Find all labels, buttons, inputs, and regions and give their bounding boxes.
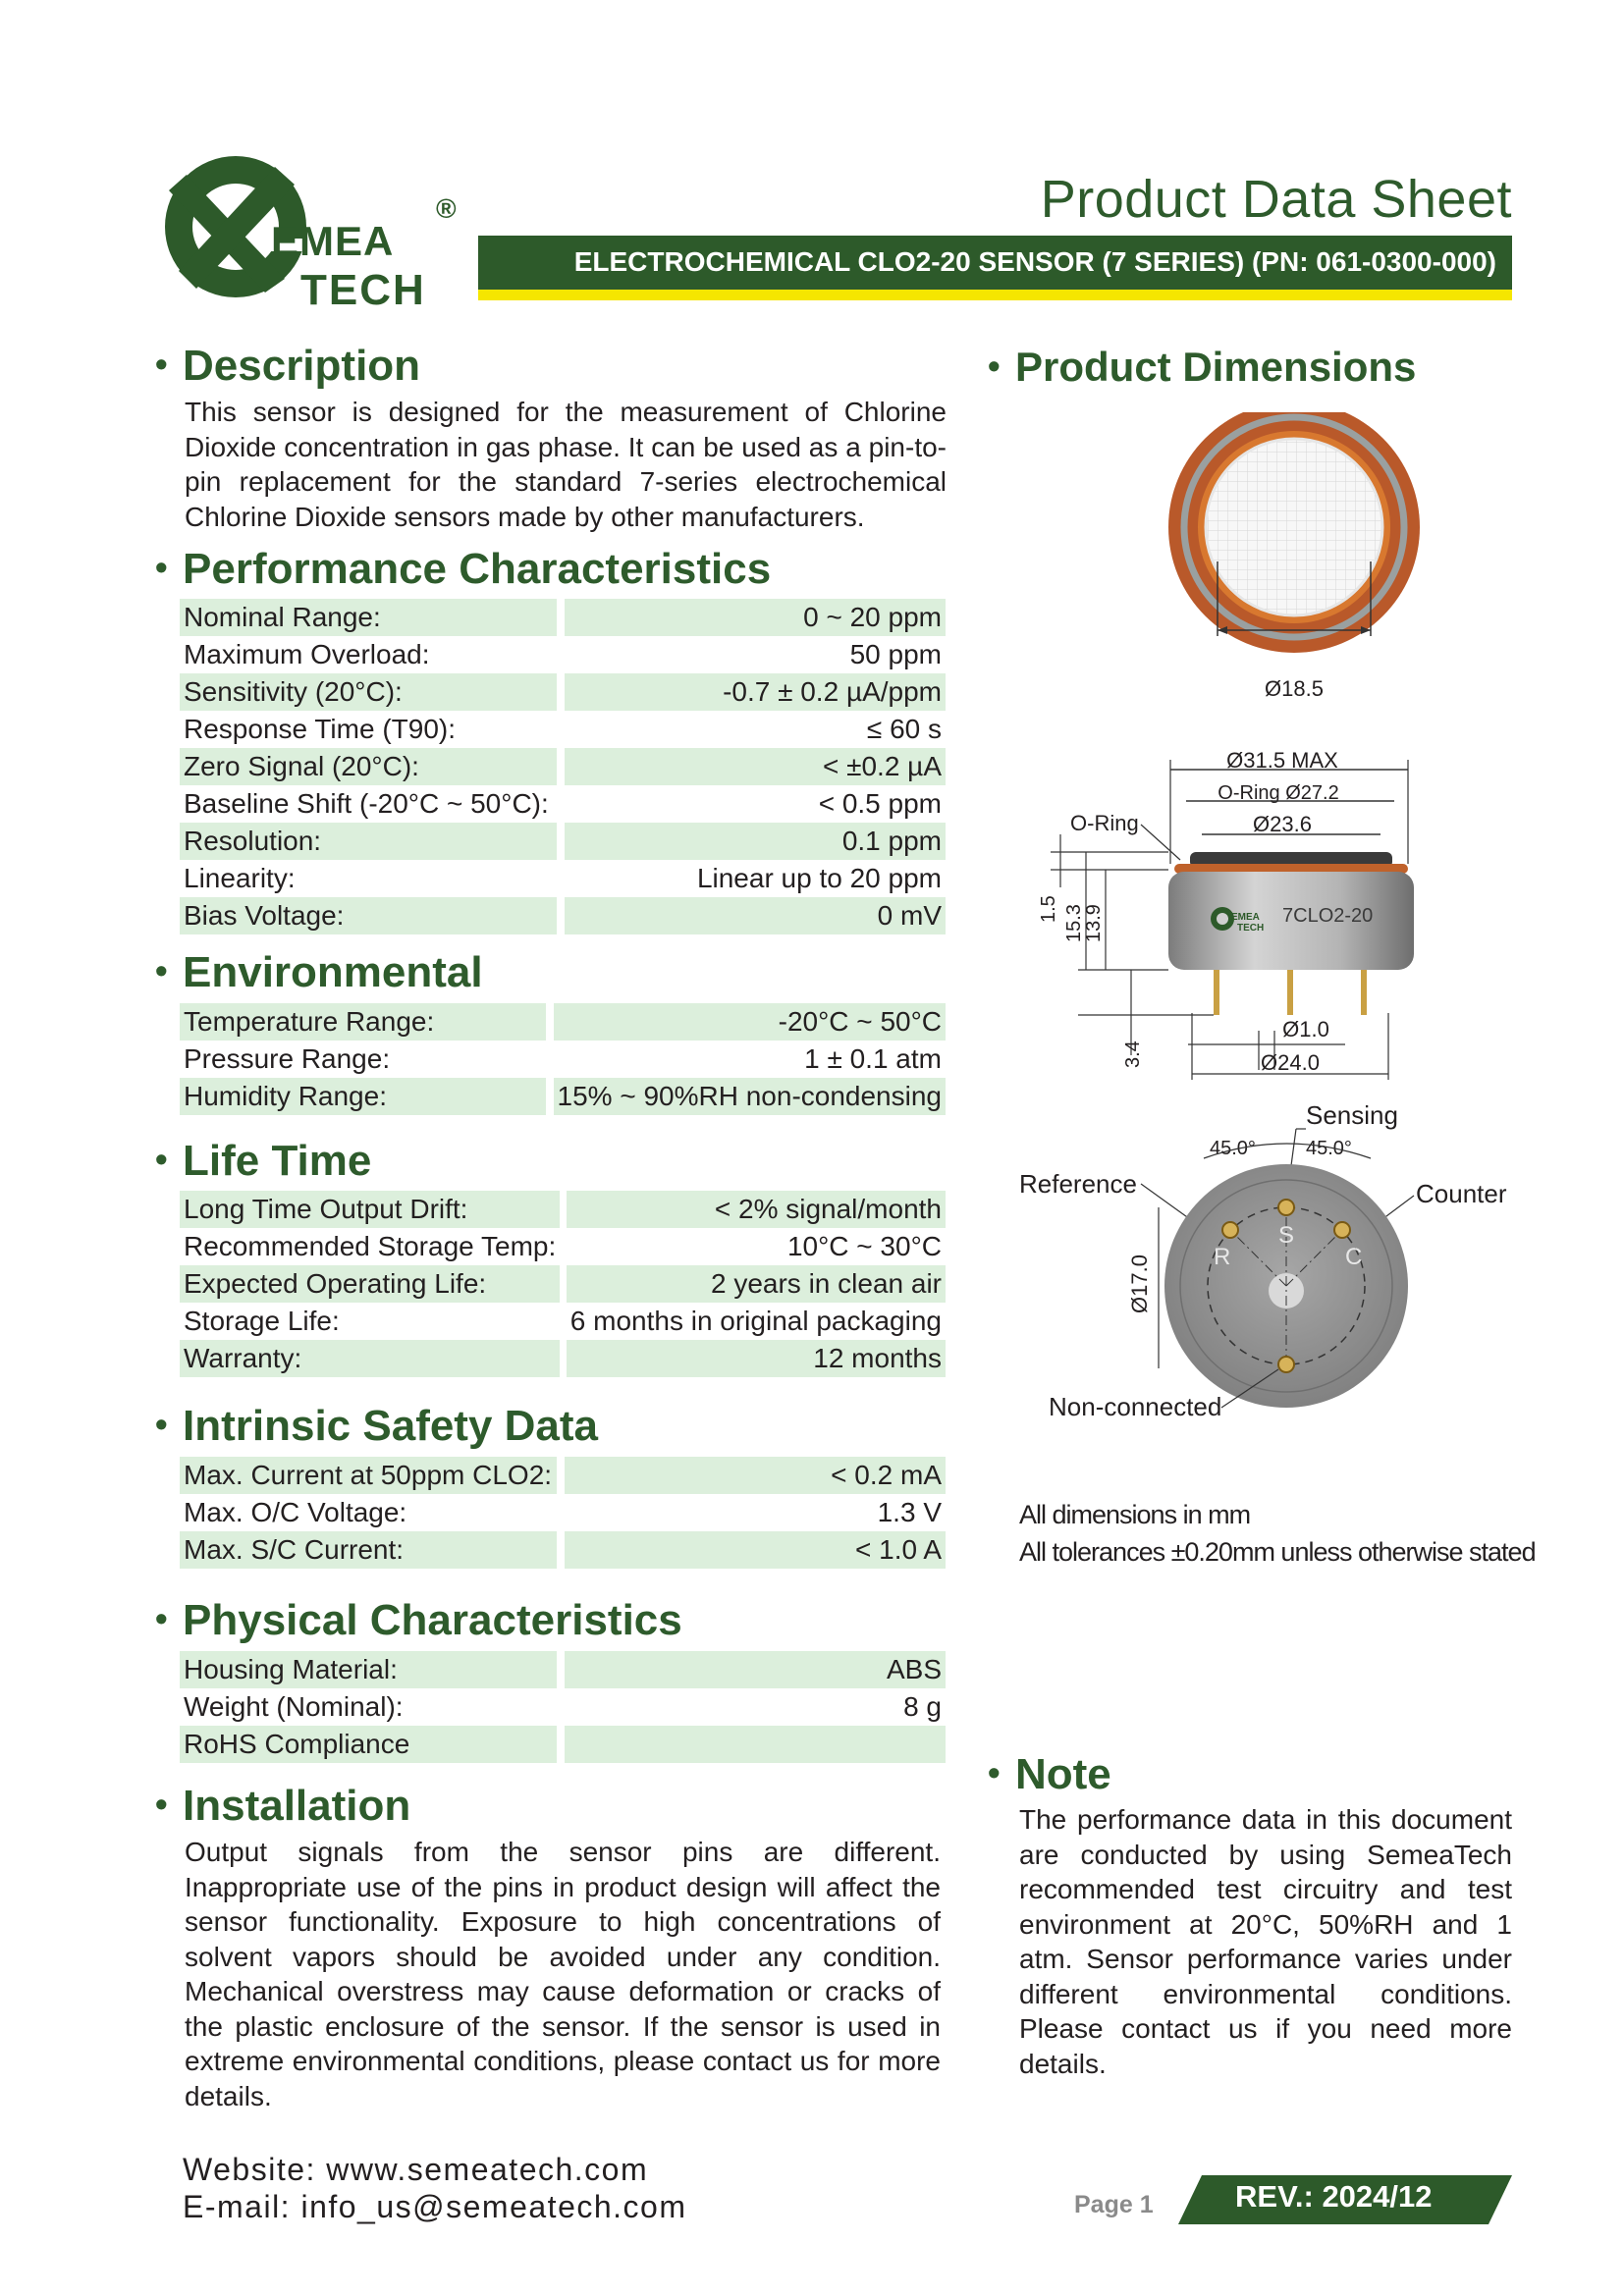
table-row: Warranty: 12 months	[180, 1340, 946, 1377]
document-title: Product Data Sheet	[1040, 170, 1512, 229]
table-row: Zero Signal (20°C): < ±0.2 µA	[180, 748, 946, 785]
table-row: Bias Voltage: 0 mV	[180, 897, 946, 934]
small-logo-bottom: TECH	[1237, 923, 1265, 934]
dimension-drawings	[1011, 412, 1522, 1433]
pin-counter	[1334, 1222, 1350, 1238]
table-row: Baseline Shift (-20°C ~ 50°C): < 0.5 ppm	[180, 785, 946, 823]
environmental-table	[180, 1003, 946, 1115]
oring-diameter-label: O-Ring Ø27.2	[1218, 782, 1339, 804]
pin-right	[1361, 970, 1367, 1015]
table-row: Expected Operating Life: 2 years in clean air	[180, 1265, 946, 1303]
bullet-icon: •	[155, 1784, 168, 1825]
counter-label: Counter	[1416, 1179, 1507, 1208]
max-diameter-label: Ø31.5 MAX	[1226, 748, 1338, 773]
logo-text-bottom: TECH	[300, 266, 426, 312]
pin-c-label: C	[1345, 1244, 1363, 1270]
table-row: Resolution: 0.1 ppm	[180, 823, 946, 860]
table-row: Max. S/C Current: < 1.0 A	[180, 1531, 946, 1569]
installation-text: Output signals from the sensor pins are different. Inappropriate use of the pins in product design will affect the sensor functionality. Exposure to high concentrations of solvent vapors should be avoided under any condition. Mechanical overstress may cause deformation or cracks of the plastic enclosure of the sensor. If the sensor is used in extreme environmental conditions, please contact us for more details.	[185, 1837, 941, 2111]
note-heading: • Note	[988, 1750, 1111, 1798]
installation-heading: • Installation	[155, 1782, 411, 1830]
oring-label: O-Ring	[1070, 811, 1139, 835]
note-text: The performance data in this document are conducted by using SemeaTech recommended test circuitry and test environment at 20°C, 50%RH and 1 atm. Sensor performance varies under different environmental conditions. Please contact us if you need more details.	[1019, 1804, 1512, 2079]
side-view	[1038, 748, 1414, 1080]
table-row: Recommended Storage Temp: 10°C ~ 30°C	[180, 1228, 946, 1265]
pin-center	[1287, 970, 1293, 1015]
performance-heading: • Performance Characteristics	[155, 545, 772, 593]
product-marking: 7CLO2-20	[1282, 905, 1374, 927]
pin-diameter-label: Ø1.0	[1282, 1017, 1329, 1041]
title-bar	[478, 236, 1512, 290]
pin-s-label: S	[1278, 1222, 1295, 1249]
inner-diameter-label: Ø23.6	[1253, 812, 1312, 836]
physical-heading: • Physical Characteristics	[155, 1596, 682, 1644]
table-row: Sensitivity (20°C): -0.7 ± 0.2 µA/ppm	[180, 673, 946, 711]
reference-label: Reference	[1019, 1169, 1137, 1199]
small-logo-top: EMEA	[1231, 912, 1260, 923]
sensing-label: Sensing	[1306, 1100, 1398, 1130]
bullet-icon: •	[155, 547, 168, 588]
table-row: Humidity Range: 15% ~ 90%RH non-condensing	[180, 1078, 946, 1115]
table-row: RoHS Compliance	[180, 1726, 946, 1763]
performance-table	[180, 599, 946, 934]
table-row: Response Time (T90): ≤ 60 s	[180, 711, 946, 748]
top-view	[1168, 412, 1420, 701]
top-diameter-label: Ø18.5	[1265, 676, 1324, 701]
height-1-5: 1.5	[1038, 895, 1059, 923]
table-row: Long Time Output Drift: < 2% signal/month	[180, 1191, 946, 1228]
bullet-icon: •	[988, 1752, 1001, 1793]
table-row: Max. O/C Voltage: 1.3 V	[180, 1494, 946, 1531]
pitch-diameter-label: Ø24.0	[1261, 1050, 1320, 1075]
pin-non-connected	[1278, 1357, 1294, 1372]
table-row: Weight (Nominal): 8 g	[180, 1688, 946, 1726]
table-row: Nominal Range: 0 ~ 20 ppm	[180, 599, 946, 636]
description-heading: • Description	[155, 342, 421, 390]
physical-table	[180, 1651, 946, 1763]
semeatech-logo	[157, 145, 471, 312]
top-view-filter	[1206, 439, 1382, 615]
safety-heading: • Intrinsic Safety Data	[155, 1402, 599, 1450]
height-3-4: 3.4	[1122, 1041, 1144, 1068]
footer-email[interactable]: E-mail: info_us@semeatech.com	[183, 2189, 687, 2224]
dimensions-note-tolerance: All tolerances ±0.20mm unless otherwise stated	[1019, 1537, 1536, 1567]
height-13-9: 13.9	[1083, 904, 1105, 942]
page-number: Page 1	[1074, 2191, 1154, 2218]
pin-r-label: R	[1214, 1244, 1231, 1270]
bullet-icon: •	[155, 344, 168, 385]
bullet-icon: •	[155, 1404, 168, 1445]
product-subtitle: ELECTROCHEMICAL CLO2-20 SENSOR (7 SERIES) (PN: 061-0300-000)	[573, 246, 1496, 277]
non-connected-label: Non-connected	[1049, 1392, 1222, 1421]
revision-label: REV.: 2024/12	[1235, 2179, 1433, 2214]
height-15-3: 15.3	[1063, 904, 1085, 942]
logo-text-top: EMEA	[271, 218, 395, 264]
dimensions-note-units: All dimensions in mm	[1019, 1500, 1251, 1529]
angle-right-label: 45.0°	[1306, 1138, 1352, 1159]
table-row: Pressure Range: 1 ± 0.1 atm	[180, 1041, 946, 1078]
safety-table	[180, 1457, 946, 1569]
table-row: Maximum Overload: 50 ppm	[180, 636, 946, 673]
table-row: Temperature Range: -20°C ~ 50°C	[180, 1003, 946, 1041]
bullet-icon: •	[155, 1139, 168, 1180]
registered-mark: ®	[436, 193, 457, 224]
bullet-icon: •	[155, 950, 168, 991]
bullet-icon: •	[988, 345, 1001, 386]
table-row: Max. Current at 50ppm CLO2: < 0.2 mA	[180, 1457, 946, 1494]
table-row: Storage Life: 6 months in original packaging	[180, 1303, 946, 1340]
angle-left-label: 45.0°	[1210, 1138, 1256, 1159]
pin-circle-diameter-label: Ø17.0	[1127, 1255, 1152, 1313]
pin-left	[1214, 970, 1219, 1015]
title-bar-accent	[478, 290, 1512, 300]
table-row: Housing Material: ABS	[180, 1651, 946, 1688]
environmental-heading: • Environmental	[155, 948, 483, 996]
bottom-view	[1019, 1100, 1507, 1421]
bullet-icon: •	[155, 1598, 168, 1639]
table-row: Linearity: Linear up to 20 ppm	[180, 860, 946, 897]
lifetime-table	[180, 1191, 946, 1377]
sensor-body-logo	[1211, 907, 1264, 934]
pin-sensing	[1278, 1200, 1294, 1215]
lifetime-heading: • Life Time	[155, 1137, 372, 1185]
description-text: This sensor is designed for the measurement of Chlorine Dioxide concentration in gas phase. It can be used as a pin-to-pin replacement for the standard 7-series electrochemical Chlorine Dioxide sensors made by other manufacturers.	[185, 397, 947, 532]
dimensions-heading: • Product Dimensions	[988, 344, 1417, 390]
footer-website[interactable]: Website: www.semeatech.com	[183, 2152, 649, 2187]
pin-reference	[1222, 1222, 1238, 1238]
